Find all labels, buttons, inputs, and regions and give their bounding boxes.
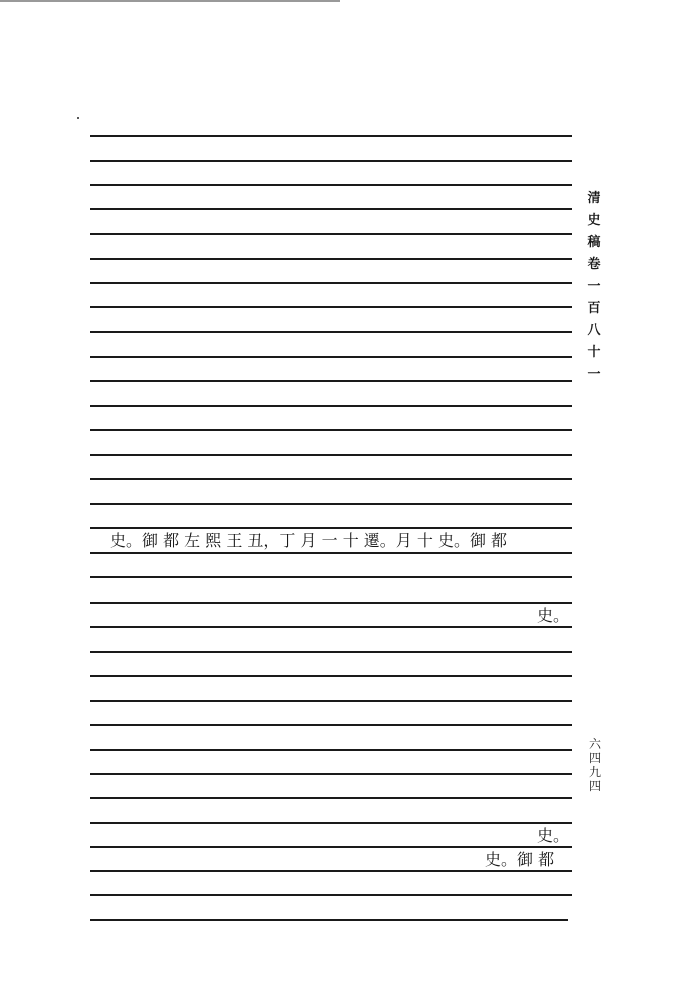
table-rule [90, 429, 572, 431]
table-rule [90, 258, 572, 260]
table-rule [90, 797, 572, 799]
table-rule [90, 749, 572, 751]
table-rule [90, 919, 568, 921]
table-rule [90, 894, 572, 896]
table-rule [90, 724, 572, 726]
table-rule [90, 675, 572, 677]
table-rule [90, 160, 572, 162]
top-edge-rule [0, 0, 340, 2]
table-rule [90, 208, 572, 210]
table-rule [90, 356, 572, 358]
table-row-text: 史。御 都 左 熙 王 丑，丁 月 一 十 遷。月 十 史。御 都 [110, 531, 508, 550]
table-rule [90, 602, 572, 604]
ruled-table [90, 120, 580, 930]
table-rule [90, 135, 572, 137]
table-rule [90, 626, 572, 628]
volume-title: 清史稿卷一百八十一 [587, 191, 601, 382]
table-rule [90, 184, 572, 186]
table-rule [90, 331, 572, 333]
table-row-text: 史。 [537, 606, 570, 625]
table-rule [90, 870, 572, 872]
table-rule [90, 846, 572, 848]
table-rule [90, 527, 572, 529]
table-rule [90, 282, 572, 284]
scan-speck [77, 117, 79, 119]
table-rule [90, 576, 572, 578]
table-rule [90, 552, 572, 554]
table-rule [90, 822, 572, 824]
table-rule [90, 478, 572, 480]
table-rule [90, 700, 572, 702]
table-rule [90, 405, 572, 407]
table-rule [90, 454, 572, 456]
table-rule [90, 233, 572, 235]
table-rule [90, 503, 572, 505]
table-rule [90, 306, 572, 308]
table-row-text: 史。 [537, 826, 570, 845]
table-rule [90, 773, 572, 775]
table-rule [90, 651, 572, 653]
table-rule [90, 380, 572, 382]
table-row-text: 史。御 都 [485, 850, 555, 869]
page-number: 六四九四 [588, 737, 601, 793]
